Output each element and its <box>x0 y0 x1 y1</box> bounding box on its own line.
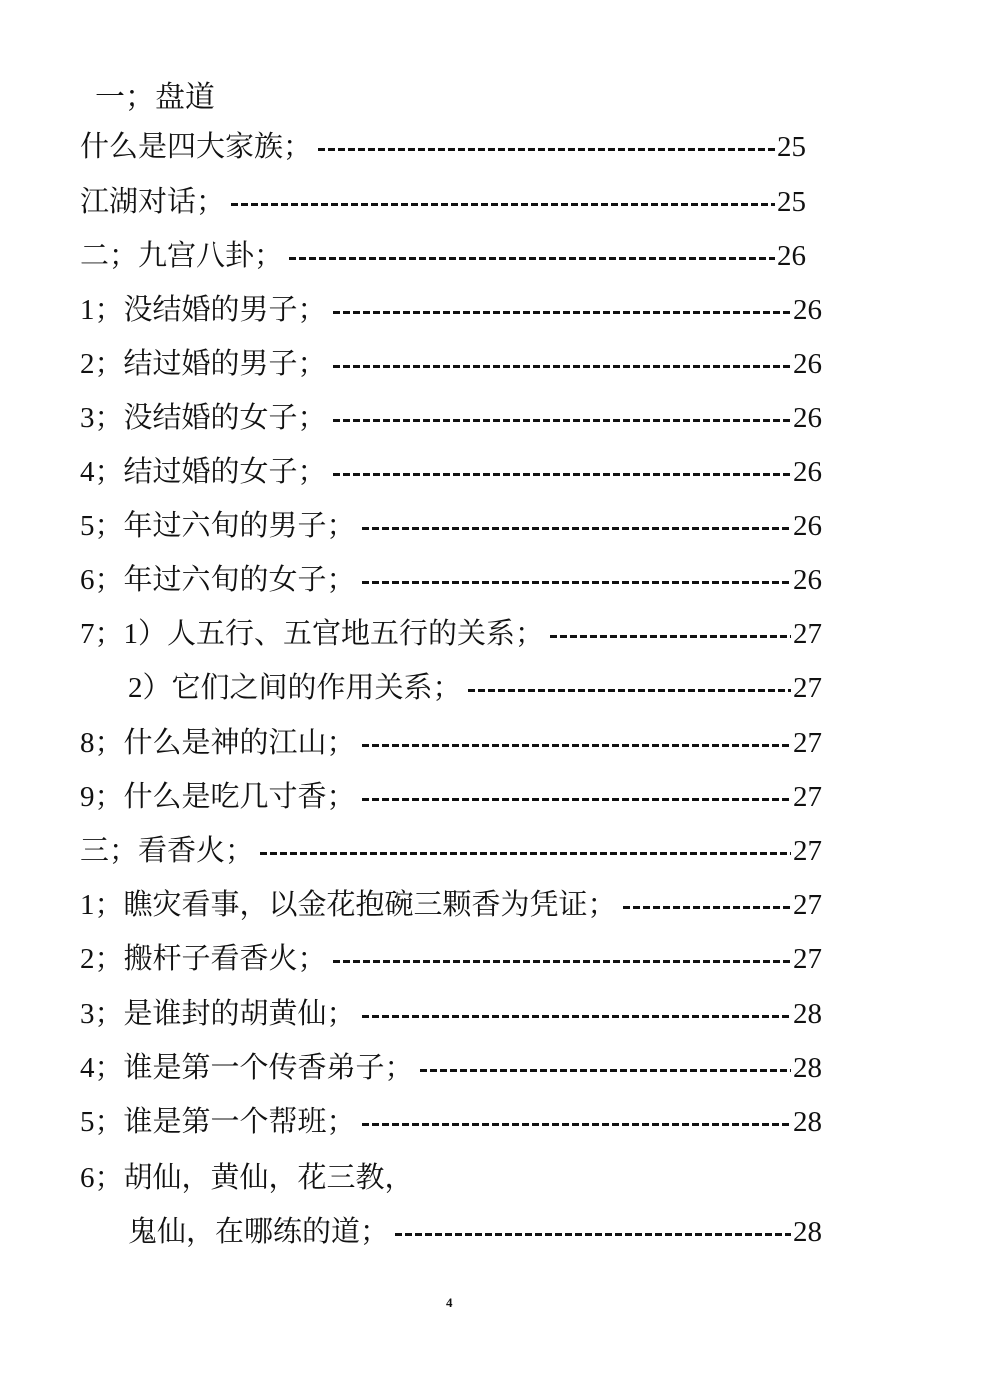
toc-entry-label: 5；谁是第一个帮班； <box>80 1106 356 1138</box>
dot-leader <box>362 527 791 530</box>
section-heading: 一；盘道 <box>95 81 215 114</box>
toc-entry <box>80 452 822 492</box>
toc-entry-label: 6；年过六旬的女子； <box>80 564 356 596</box>
toc-entry-page: 26 <box>793 510 822 542</box>
dot-leader <box>333 419 791 422</box>
dot-leader <box>260 852 791 855</box>
page-number: 4 <box>446 1295 453 1310</box>
dot-leader <box>362 798 791 801</box>
toc-entry <box>80 236 806 276</box>
toc-entry-label: 3；是谁封的胡黄仙； <box>80 998 356 1030</box>
toc-entry-page: 26 <box>793 402 822 434</box>
toc-entry-page: 26 <box>777 240 806 272</box>
toc-entry <box>80 560 822 600</box>
toc-entry-label: 4；结过婚的女子； <box>80 456 327 488</box>
toc-entry-page: 27 <box>793 618 822 650</box>
toc-entry <box>80 398 822 438</box>
dot-leader <box>623 906 791 909</box>
toc-entry-page: 26 <box>793 456 822 488</box>
toc-entry-label: 2；结过婚的男子； <box>80 348 327 380</box>
dot-leader <box>333 365 791 368</box>
dot-leader <box>420 1069 791 1072</box>
toc-entry-label: 7；1）人五行、五官地五行的关系； <box>80 618 545 650</box>
toc-entry <box>80 1048 822 1088</box>
dot-leader <box>550 635 791 638</box>
toc-entry-page: 26 <box>793 564 822 596</box>
toc-entry <box>128 1212 822 1252</box>
dot-leader <box>318 148 775 151</box>
toc-entry-label: 三；看香火； <box>80 835 255 867</box>
toc-entry-page: 25 <box>777 131 806 163</box>
dot-leader <box>362 1123 791 1126</box>
dot-leader <box>362 1015 791 1018</box>
toc-entry-page: 27 <box>793 672 822 704</box>
toc-entry-page: 28 <box>793 1216 822 1248</box>
toc-entry-page: 28 <box>793 1052 822 1084</box>
toc-entry-page: 27 <box>793 781 822 813</box>
dot-leader <box>468 689 791 692</box>
toc-entry-page: 28 <box>793 998 822 1030</box>
toc-entry-page: 27 <box>793 727 822 759</box>
toc-entry-label: 4；谁是第一个传香弟子； <box>80 1052 414 1084</box>
toc-entry-label: 二；九宫八卦； <box>80 240 284 272</box>
dot-leader <box>289 257 775 260</box>
dot-leader <box>362 581 791 584</box>
toc-entry-page: 26 <box>793 348 822 380</box>
toc-entry-label: 8；什么是神的江山； <box>80 727 356 759</box>
toc-entry <box>80 344 822 384</box>
toc-entry <box>80 831 822 871</box>
toc-entry-label: 9；什么是吃几寸香； <box>80 781 356 813</box>
toc-entry <box>80 182 806 222</box>
toc-entry-label: 6；胡仙，黄仙，花三教， <box>80 1162 414 1194</box>
toc-entry-label: 江湖对话； <box>80 186 226 218</box>
toc-entry-page: 28 <box>793 1106 822 1138</box>
toc-entry-label: 5；年过六旬的男子； <box>80 510 356 542</box>
toc-entry <box>80 1158 822 1198</box>
toc-entry-page: 27 <box>793 889 822 921</box>
toc-entry <box>80 290 822 330</box>
toc-entry-label: 2；搬杆子看香火； <box>80 943 327 975</box>
toc-entry-label: 1；没结婚的男子； <box>80 294 327 326</box>
dot-leader <box>333 960 791 963</box>
toc-entry <box>80 723 822 763</box>
toc-entry-page: 26 <box>793 294 822 326</box>
dot-leader <box>362 744 791 747</box>
toc-entry <box>80 614 822 654</box>
toc-entry-page: 25 <box>777 186 806 218</box>
toc-entry <box>80 777 822 817</box>
toc-entry <box>128 668 822 708</box>
toc-entry-label: 鬼仙，在哪练的道； <box>128 1216 390 1248</box>
dot-leader <box>231 203 775 206</box>
toc-entry-page: 27 <box>793 835 822 867</box>
toc-entry <box>80 1102 822 1142</box>
toc-entry-label: 1；瞧灾看事，以金花抱碗三颗香为凭证； <box>80 889 617 921</box>
dot-leader <box>395 1233 791 1236</box>
toc-entry <box>80 939 822 979</box>
toc-entry-page: 27 <box>793 943 822 975</box>
toc-entry-label: 3；没结婚的女子； <box>80 402 327 434</box>
toc-entry-label: 2）它们之间的作用关系； <box>128 672 462 704</box>
toc-entry <box>80 127 806 167</box>
toc-entry <box>80 994 822 1034</box>
toc-entry <box>80 506 822 546</box>
toc-entry <box>80 885 822 925</box>
dot-leader <box>333 311 791 314</box>
toc-entry-label: 什么是四大家族； <box>80 131 313 163</box>
dot-leader <box>333 473 791 476</box>
